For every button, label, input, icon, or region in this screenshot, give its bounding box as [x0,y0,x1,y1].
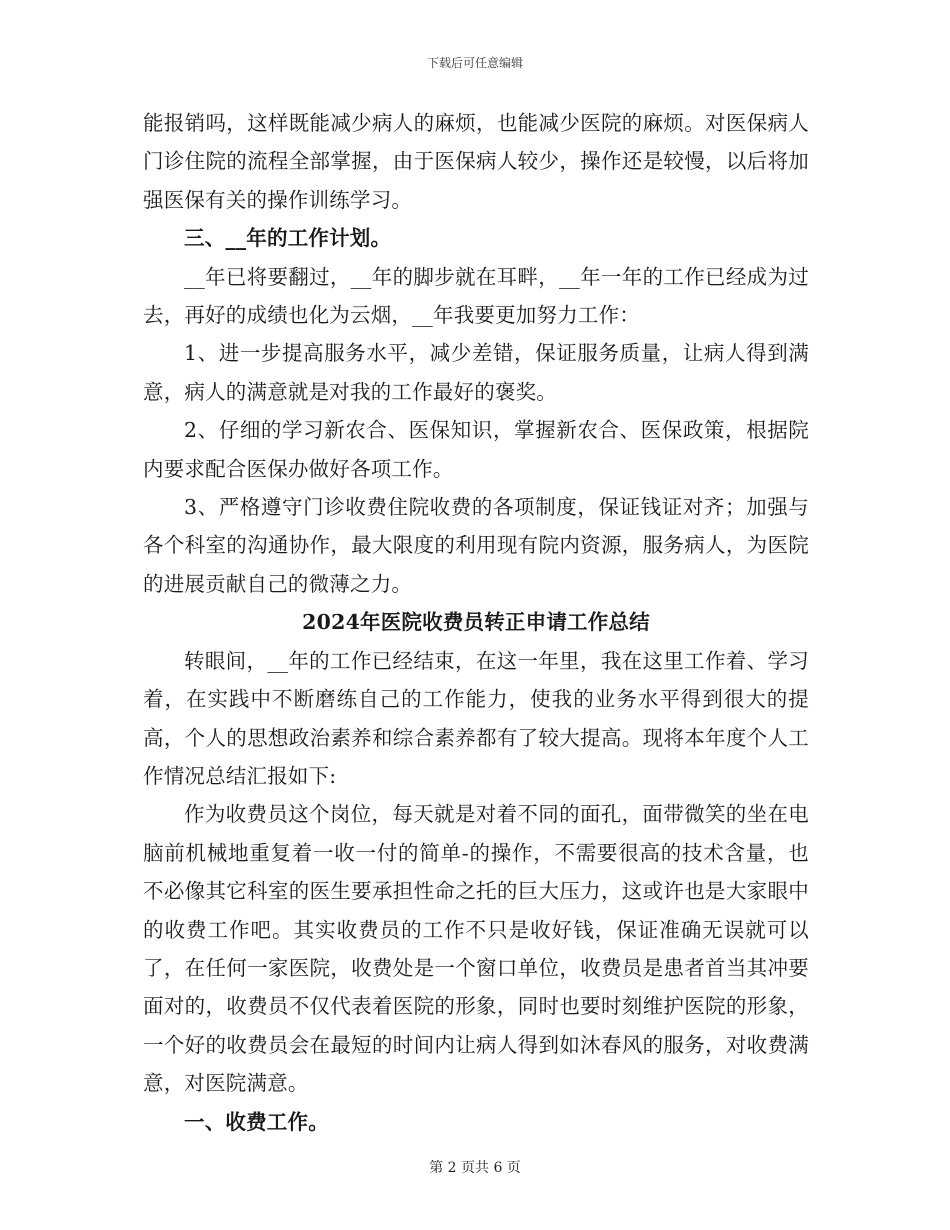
paragraph-plan-item-3: 3、严格遵守门诊收费住院收费的各项制度，保证钱证对齐；加强与各个科室的沟通协作，最大限度的利用现有院内资源，服务病人，为医院的进展贡献自己的微薄之力。 [143,495,809,596]
document-title: 2024年医院收费员转正申请工作总结 [302,610,650,635]
paragraph-plan-item-2: 2、仔细的学习新农合、医保知识，掌握新农合、医保政策，根据院内要求配合医保办做好各项工作。 [143,418,809,481]
section-heading-work-plan: 三、__年的工作计划。 [184,226,392,251]
page-footer: 第 2 页共 6 页 [429,1160,521,1176]
paragraph-reimbursement: 能报销吗，这样既能减少病人的麻烦，也能减少医院的麻烦。对医保病人门诊住院的流程全部掌握，由于医保病人较少，操作还是较慢，以后将加强医保有关的操作训练学习。 [143,111,809,212]
paragraph-plan-intro: __年已将要翻过，__年的脚步就在耳畔，__年一年的工作已经成为过去，再好的成绩也化为云烟，__年我要更加努力工作： [143,264,809,328]
paragraph-plan-item-1: 1、进一步提高服务水平，减少差错，保证服务质量，让病人得到满意，病人的满意就是对我的工作最好的褒奖。 [143,341,809,404]
paragraph-summary-intro: 转眼间，__年的工作已经结束，在这一年里，我在这里工作着、学习着，在实践中不断磨练自己的工作能力，使我的业务水平得到很大的提高，个人的思想政治素养和综合素养都有了较大提高。现将本年度个人工作情况总结汇报如下: [143,648,809,788]
document-body [143,104,809,1141]
paragraph-cashier-role: 作为收费员这个岗位，每天就是对着不同的面孔，面带微笑的坐在电脑前机械地重复着一收一付的简单-的操作，不需要很高的技术含量，也不必像其它科室的医生要承担性命之托的巨大压力，这或许也是大家眼中的收费工作吧。其实收费员的工作不只是收好钱，保证准确无误就可以了，在任何一家医院，收费处是一个窗口单位，收费员是患者首当其冲要面对的，收费员不仅代表着医院的形象，同时也要时刻维护医院的形象，一个好的收费员会在最短的时间内让病人得到如沐春风的服务，对收费满意，对医院满意。 [143,802,809,1096]
section-heading-charging-work: 一、收费工作。 [184,1109,329,1134]
page-header: 下载后可任意编辑 [426,56,523,70]
